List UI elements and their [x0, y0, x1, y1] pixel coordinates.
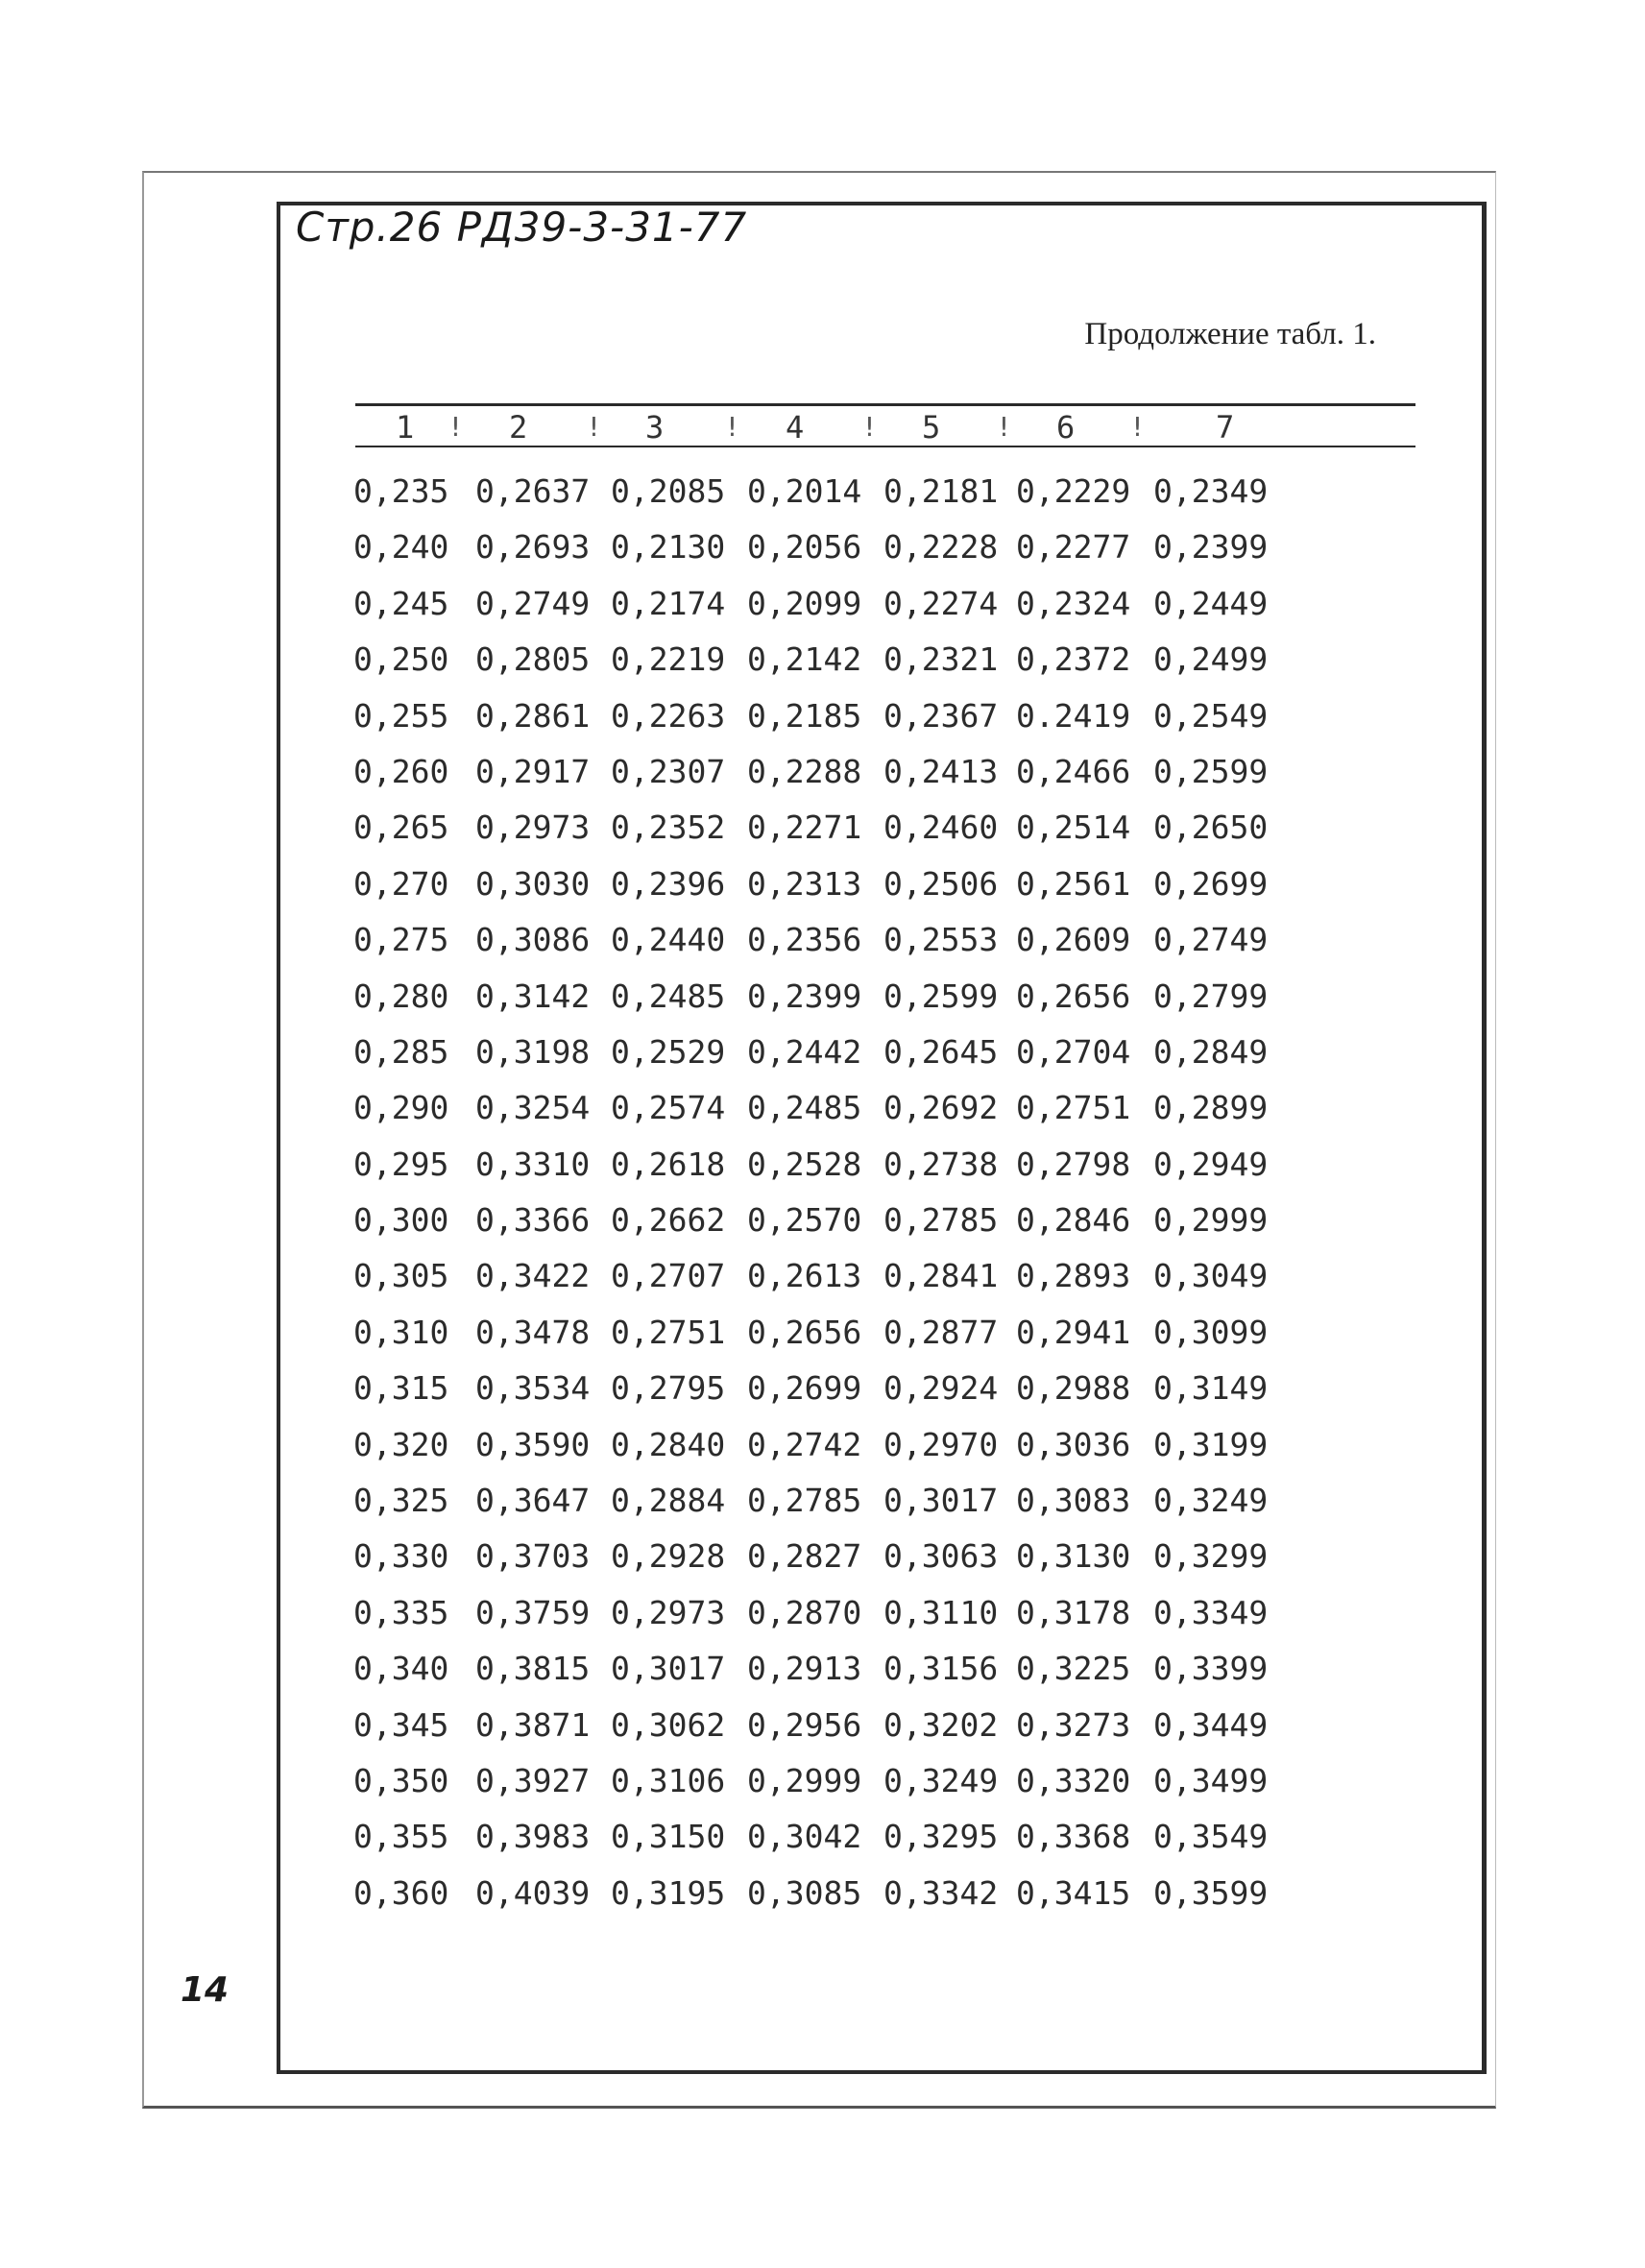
table-cell-col-7: 0,2999 [1153, 1201, 1269, 1240]
table-cell-col-6: 0,3130 [1016, 1537, 1131, 1576]
table-cell-col-3: 0,2219 [611, 640, 726, 679]
table-cell-col-2: 0,3590 [475, 1425, 591, 1463]
table-row [353, 1416, 1419, 1472]
table-cell-col-2: 0,3815 [475, 1650, 591, 1688]
table-cell-col-4: 0,2442 [747, 1032, 862, 1071]
table-cell-col-1: 0,295 [353, 1145, 449, 1183]
table-cell-col-5: 0,2460 [883, 808, 999, 847]
table-cell-col-6: 0,3225 [1016, 1650, 1131, 1688]
column-header-4: 4 [786, 409, 805, 446]
table-cell-col-3: 0,2884 [611, 1482, 726, 1520]
table-cell-col-5: 0,2599 [883, 977, 999, 1015]
table-cell-col-6: 0,3273 [1016, 1705, 1131, 1744]
table-cell-col-2: 0,2861 [475, 696, 591, 735]
table-cell-col-1: 0,340 [353, 1650, 449, 1688]
table-cell-col-1: 0,250 [353, 640, 449, 679]
table-cell-col-2: 0,3254 [475, 1089, 591, 1127]
table-cell-col-5: 0,2274 [883, 584, 999, 622]
table-cell-col-4: 0,2870 [747, 1593, 862, 1631]
table-cell-col-6: 0,3083 [1016, 1482, 1131, 1520]
table-cell-col-3: 0,2662 [611, 1201, 726, 1240]
table-cell-col-5: 0,3017 [883, 1482, 999, 1520]
table-cell-col-5: 0,2877 [883, 1313, 999, 1351]
table-row [353, 1079, 1419, 1135]
table-cell-col-6: 0,2893 [1016, 1257, 1131, 1295]
table-caption: Продолжение табл. 1. [1084, 317, 1376, 351]
table-cell-col-6: 0,2277 [1016, 528, 1131, 567]
table-cell-col-6: 0,3178 [1016, 1593, 1131, 1631]
column-separator: ! [448, 411, 464, 443]
table-cell-col-4: 0,2913 [747, 1650, 862, 1688]
column-separator: ! [724, 411, 740, 443]
table-cell-col-1: 0,265 [353, 808, 449, 847]
column-header-7: 7 [1216, 409, 1235, 446]
table-cell-col-2: 0,2917 [475, 752, 591, 790]
table-cell-col-4: 0,2271 [747, 808, 862, 847]
table-cell-col-5: 0,2553 [883, 921, 999, 959]
table-cell-col-3: 0,2928 [611, 1537, 726, 1576]
table-cell-col-7: 0,2699 [1153, 864, 1269, 903]
table-header-rule [355, 446, 1415, 447]
table-cell-col-3: 0,2085 [611, 472, 726, 510]
table-cell-col-5: 0,3249 [883, 1761, 999, 1799]
table-cell-col-7: 0,2949 [1153, 1145, 1269, 1183]
table-cell-col-3: 0,3150 [611, 1818, 726, 1856]
table-cell-col-1: 0,310 [353, 1313, 449, 1351]
table-cell-col-2: 0,3142 [475, 977, 591, 1015]
table-cell-col-1: 0,290 [353, 1089, 449, 1127]
table-cell-col-1: 0,300 [353, 1201, 449, 1240]
table-cell-col-6: 0,2229 [1016, 472, 1131, 510]
table-row [353, 911, 1419, 967]
table-cell-col-1: 0,355 [353, 1818, 449, 1856]
table-cell-col-4: 0,2356 [747, 921, 862, 959]
table-cell-col-6: 0,2704 [1016, 1032, 1131, 1071]
table-cell-col-1: 0,325 [353, 1482, 449, 1520]
table-cell-col-7: 0,3499 [1153, 1761, 1269, 1799]
table-cell-col-4: 0,2528 [747, 1145, 862, 1183]
table-cell-col-3: 0,2529 [611, 1032, 726, 1071]
table-row [353, 1192, 1419, 1247]
column-header-5: 5 [922, 409, 941, 446]
page-header: Стр.26 РД39-3-31-77 [296, 204, 748, 251]
column-separator: ! [861, 411, 878, 443]
table-cell-col-1: 0,275 [353, 921, 449, 959]
table-cell-col-4: 0,2056 [747, 528, 862, 567]
table-cell-col-2: 0,3647 [475, 1482, 591, 1520]
table-cell-col-1: 0,305 [353, 1257, 449, 1295]
table-cell-col-2: 0,3534 [475, 1369, 591, 1408]
table-cell-col-4: 0,2999 [747, 1761, 862, 1799]
table-cell-col-6: 0,2324 [1016, 584, 1131, 622]
table-cell-col-1: 0,320 [353, 1425, 449, 1463]
table-cell-col-2: 0,3759 [475, 1593, 591, 1631]
table-cell-col-3: 0,2396 [611, 864, 726, 903]
table-cell-col-7: 0,2650 [1153, 808, 1269, 847]
table-cell-col-1: 0,360 [353, 1873, 449, 1912]
table-cell-col-2: 0,3198 [475, 1032, 591, 1071]
table-cell-col-3: 0,2440 [611, 921, 726, 959]
table-cell-col-2: 0,3422 [475, 1257, 591, 1295]
table-cell-col-5: 0,2321 [883, 640, 999, 679]
table-cell-col-2: 0,3703 [475, 1537, 591, 1576]
table-cell-col-4: 0,2014 [747, 472, 862, 510]
table-cell-col-1: 0,270 [353, 864, 449, 903]
table-cell-col-5: 0,2228 [883, 528, 999, 567]
table-cell-col-1: 0,280 [353, 977, 449, 1015]
table-row [353, 799, 1419, 855]
table-cell-col-5: 0,3295 [883, 1818, 999, 1856]
table-cell-col-4: 0,2613 [747, 1257, 862, 1295]
table-cell-col-6: 0,3415 [1016, 1873, 1131, 1912]
table-row [353, 856, 1419, 911]
table-cell-col-4: 0,2142 [747, 640, 862, 679]
table-column-headers [355, 407, 1415, 446]
table-cell-col-5: 0,3063 [883, 1537, 999, 1576]
table-cell-col-1: 0,350 [353, 1761, 449, 1799]
table-row [353, 688, 1419, 743]
table-row [353, 968, 1419, 1024]
table-cell-col-7: 0,3399 [1153, 1650, 1269, 1688]
page-number: 14 [181, 1970, 230, 2010]
table-cell-col-6: 0,2846 [1016, 1201, 1131, 1240]
table-cell-col-3: 0,3017 [611, 1650, 726, 1688]
table-cell-col-5: 0,2367 [883, 696, 999, 735]
table-cell-col-2: 0,3983 [475, 1818, 591, 1856]
table-cell-col-3: 0,2707 [611, 1257, 726, 1295]
table-cell-col-7: 0,2899 [1153, 1089, 1269, 1127]
table-row [353, 1247, 1419, 1303]
table-body [353, 463, 1419, 1920]
table-cell-col-7: 0,3149 [1153, 1369, 1269, 1408]
table-cell-col-3: 0,3062 [611, 1705, 726, 1744]
table-cell-col-7: 0,2449 [1153, 584, 1269, 622]
table-cell-col-6: 0,3368 [1016, 1818, 1131, 1856]
table-cell-col-7: 0,3199 [1153, 1425, 1269, 1463]
table-cell-col-4: 0,2185 [747, 696, 862, 735]
table-cell-col-2: 0,2749 [475, 584, 591, 622]
table-cell-col-3: 0,2840 [611, 1425, 726, 1463]
table-cell-col-3: 0,2130 [611, 528, 726, 567]
table-cell-col-3: 0,2174 [611, 584, 726, 622]
table-cell-col-2: 0,2693 [475, 528, 591, 567]
table-row [353, 1472, 1419, 1528]
table-cell-col-7: 0,2349 [1153, 472, 1269, 510]
table-cell-col-1: 0,260 [353, 752, 449, 790]
table-cell-col-4: 0,3042 [747, 1818, 862, 1856]
table-cell-col-5: 0,2841 [883, 1257, 999, 1295]
column-header-6: 6 [1056, 409, 1076, 446]
table-cell-col-2: 0,3030 [475, 864, 591, 903]
table-row [353, 1024, 1419, 1079]
table-row [353, 1752, 1419, 1808]
table-cell-col-3: 0,2751 [611, 1313, 726, 1351]
table-cell-col-5: 0,2413 [883, 752, 999, 790]
table-cell-col-1: 0,245 [353, 584, 449, 622]
table-cell-col-1: 0,235 [353, 472, 449, 510]
table-cell-col-3: 0,2263 [611, 696, 726, 735]
table-cell-col-7: 0,2549 [1153, 696, 1269, 735]
table-cell-col-7: 0,3549 [1153, 1818, 1269, 1856]
table-cell-col-6: 0,2466 [1016, 752, 1131, 790]
table-cell-col-3: 0,2485 [611, 977, 726, 1015]
table-cell-col-6: 0,2798 [1016, 1145, 1131, 1183]
column-separator: ! [586, 411, 602, 443]
table-cell-col-7: 0,3099 [1153, 1313, 1269, 1351]
table-cell-col-1: 0,330 [353, 1537, 449, 1576]
table-cell-col-1: 0,285 [353, 1032, 449, 1071]
table-cell-col-1: 0,335 [353, 1593, 449, 1631]
column-separator: ! [1129, 411, 1146, 443]
table-cell-col-5: 0,2506 [883, 864, 999, 903]
table-cell-col-4: 0,2313 [747, 864, 862, 903]
table-cell-col-7: 0,3449 [1153, 1705, 1269, 1744]
table-cell-col-1: 0,240 [353, 528, 449, 567]
table-cell-col-3: 0,2795 [611, 1369, 726, 1408]
table-cell-col-4: 0,2570 [747, 1201, 862, 1240]
table-cell-col-2: 0,3871 [475, 1705, 591, 1744]
table-cell-col-7: 0,2499 [1153, 640, 1269, 679]
table-row [353, 1808, 1419, 1864]
table-row [353, 1697, 1419, 1752]
table-cell-col-4: 0,2656 [747, 1313, 862, 1351]
table-row [353, 1528, 1419, 1583]
table-row [353, 1304, 1419, 1360]
column-separator: ! [996, 411, 1012, 443]
table-cell-col-7: 0,3049 [1153, 1257, 1269, 1295]
table-cell-col-7: 0,2749 [1153, 921, 1269, 959]
table-cell-col-2: 0,2637 [475, 472, 591, 510]
table-cell-col-6: 0,2751 [1016, 1089, 1131, 1127]
table-cell-col-3: 0,2352 [611, 808, 726, 847]
table-cell-col-1: 0,345 [353, 1705, 449, 1744]
table-row [353, 575, 1419, 631]
table-cell-col-2: 0,2973 [475, 808, 591, 847]
table-cell-col-4: 0,2785 [747, 1482, 862, 1520]
table-cell-col-6: 0,2514 [1016, 808, 1131, 847]
table-cell-col-6: 0,2372 [1016, 640, 1131, 679]
table-cell-col-3: 0,2574 [611, 1089, 726, 1127]
table-cell-col-6: 0,2941 [1016, 1313, 1131, 1351]
table-cell-col-1: 0,315 [353, 1369, 449, 1408]
table-cell-col-2: 0,3927 [475, 1761, 591, 1799]
table-cell-col-4: 0,2399 [747, 977, 862, 1015]
table-cell-col-4: 0,2485 [747, 1089, 862, 1127]
table-cell-col-3: 0,3106 [611, 1761, 726, 1799]
table-cell-col-5: 0,2645 [883, 1032, 999, 1071]
table-cell-col-7: 0,3349 [1153, 1593, 1269, 1631]
table-row [353, 1640, 1419, 1696]
table-row [353, 1865, 1419, 1920]
table-cell-col-5: 0,2181 [883, 472, 999, 510]
table-row [353, 1584, 1419, 1640]
table-cell-col-7: 0,3599 [1153, 1873, 1269, 1912]
table-cell-col-2: 0,2805 [475, 640, 591, 679]
column-header-3: 3 [645, 409, 665, 446]
table-cell-col-7: 0,3299 [1153, 1537, 1269, 1576]
table-row [353, 631, 1419, 687]
table-cell-col-2: 0,3478 [475, 1313, 591, 1351]
table-row [353, 463, 1419, 519]
table-cell-col-4: 0,2288 [747, 752, 862, 790]
table-cell-col-6: 0.2419 [1016, 696, 1131, 735]
table-row [353, 1360, 1419, 1415]
table-cell-col-6: 0,2609 [1016, 921, 1131, 959]
table-top-rule [355, 403, 1415, 406]
table-cell-col-7: 0,2849 [1153, 1032, 1269, 1071]
table-cell-col-6: 0,3320 [1016, 1761, 1131, 1799]
table-cell-col-4: 0,2827 [747, 1537, 862, 1576]
table-cell-col-6: 0,2988 [1016, 1369, 1131, 1408]
table-cell-col-4: 0,2099 [747, 584, 862, 622]
table-row [353, 1136, 1419, 1192]
table-cell-col-5: 0,3110 [883, 1593, 999, 1631]
table-cell-col-3: 0,2618 [611, 1145, 726, 1183]
table-cell-col-2: 0,3310 [475, 1145, 591, 1183]
table-cell-col-6: 0,2656 [1016, 977, 1131, 1015]
table-cell-col-2: 0,3366 [475, 1201, 591, 1240]
table-cell-col-2: 0,3086 [475, 921, 591, 959]
table-cell-col-5: 0,2924 [883, 1369, 999, 1408]
table-cell-col-4: 0,2699 [747, 1369, 862, 1408]
table-row [353, 743, 1419, 799]
table-cell-col-7: 0,2599 [1153, 752, 1269, 790]
table-cell-col-6: 0,3036 [1016, 1425, 1131, 1463]
table-cell-col-5: 0,2738 [883, 1145, 999, 1183]
table-cell-col-3: 0,3195 [611, 1873, 726, 1912]
table-row [353, 519, 1419, 574]
table-cell-col-5: 0,2785 [883, 1201, 999, 1240]
table-cell-col-3: 0,2973 [611, 1593, 726, 1631]
table-cell-col-1: 0,255 [353, 696, 449, 735]
table-cell-col-5: 0,2970 [883, 1425, 999, 1463]
table-cell-col-7: 0,2399 [1153, 528, 1269, 567]
table-cell-col-7: 0,3249 [1153, 1482, 1269, 1520]
table-cell-col-2: 0,4039 [475, 1873, 591, 1912]
table-cell-col-7: 0,2799 [1153, 977, 1269, 1015]
table-cell-col-4: 0,2956 [747, 1705, 862, 1744]
table-cell-col-5: 0,3156 [883, 1650, 999, 1688]
table-cell-col-5: 0,3342 [883, 1873, 999, 1912]
table-cell-col-5: 0,2692 [883, 1089, 999, 1127]
table-cell-col-4: 0,3085 [747, 1873, 862, 1912]
table-cell-col-3: 0,2307 [611, 752, 726, 790]
table-cell-col-6: 0,2561 [1016, 864, 1131, 903]
table-cell-col-5: 0,3202 [883, 1705, 999, 1744]
column-header-1: 1 [396, 409, 415, 446]
table-cell-col-4: 0,2742 [747, 1425, 862, 1463]
column-header-2: 2 [509, 409, 528, 446]
